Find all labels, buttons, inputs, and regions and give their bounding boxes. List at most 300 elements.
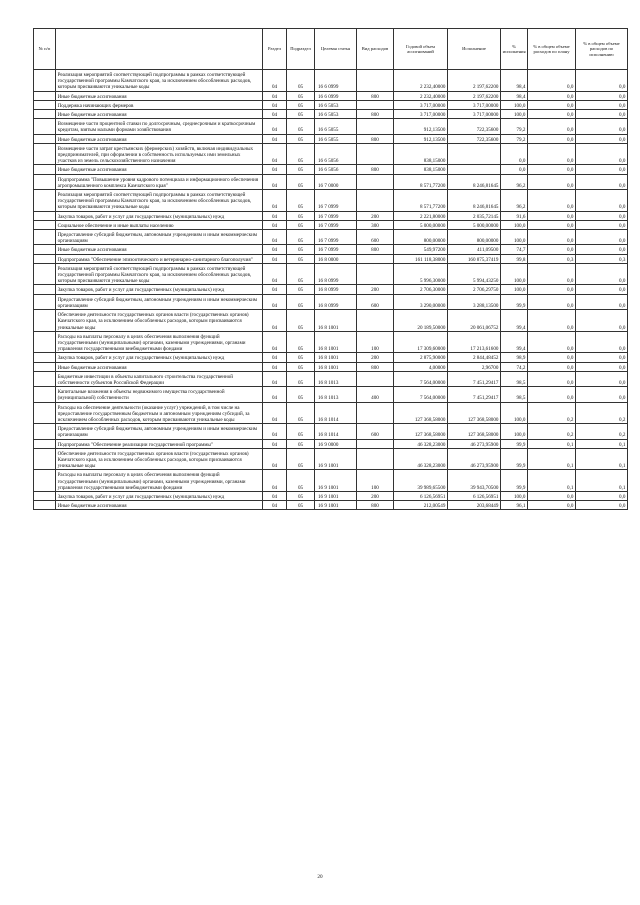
cell-target-item: 16 9 1001: [315, 501, 357, 510]
cell-share-execution: 0,1: [576, 470, 628, 492]
budget-table-page: [33, 28, 627, 510]
col-header-expense-kind: Вид расходов: [357, 29, 394, 70]
cell-expense-kind: [357, 371, 394, 386]
cell-section: 04: [263, 470, 287, 492]
cell-subsection: 05: [287, 501, 315, 510]
cell-subsection: 05: [287, 424, 315, 439]
cell-name: Предоставление субсидий бюджетным, автономным учреждениям и иным некоммерческим организациям: [56, 294, 263, 309]
cell-execution: 722,35600: [448, 119, 501, 134]
table-row: [34, 424, 628, 439]
table-row: [34, 439, 628, 448]
cell-name: Реализация мероприятий соответствующей подпрограммы в рамках соответствующей государственной программы Камчатского края, за исключением обособленных расходов, которым присваиваются уникальные коды: [56, 70, 263, 92]
cell-target-item: 16 9 1001: [315, 470, 357, 492]
cell-share-plan: 0,0: [528, 294, 576, 309]
cell-share-execution: 0,0: [576, 211, 628, 220]
cell-expense-kind: 800: [357, 362, 394, 371]
cell-name: Предоставление субсидий бюджетным, автономным учреждениям и иным некоммерческим организациям: [56, 424, 263, 439]
cell-annual-plan: 2 232,40000: [394, 70, 448, 92]
cell-expense-kind: 800: [357, 134, 394, 143]
cell-share-execution: 0,0: [576, 371, 628, 386]
cell-subsection: 05: [287, 245, 315, 254]
cell-share-execution: 0,2: [576, 402, 628, 424]
cell-subsection: 05: [287, 310, 315, 332]
cell-section: 04: [263, 110, 287, 119]
cell-execution: [448, 165, 501, 174]
cell-expense-kind: [357, 174, 394, 189]
cell-row-number: [34, 491, 56, 500]
cell-share-plan: 0,1: [528, 448, 576, 470]
col-header-share-execution: % в общем объеме расходов по исполнению: [576, 29, 628, 70]
cell-share-execution: 0,0: [576, 143, 628, 165]
cell-expense-kind: [357, 190, 394, 212]
table-header-row: [34, 29, 628, 70]
cell-name: Иные бюджетные ассигнования: [56, 110, 263, 119]
cell-target-item: 16 7 0999: [315, 190, 357, 212]
cell-share-plan: 0,0: [528, 387, 576, 402]
cell-annual-plan: 46 328,23000: [394, 448, 448, 470]
table-row: [34, 190, 628, 212]
cell-section: 04: [263, 439, 287, 448]
cell-annual-plan: 212,00549: [394, 501, 448, 510]
cell-execution: 127 368,58000: [448, 424, 501, 439]
col-header-execution: Исполнение: [448, 29, 501, 70]
cell-share-plan: 0,0: [528, 119, 576, 134]
cell-pct-execution: 100,0: [501, 491, 528, 500]
cell-pct-execution: 91,6: [501, 211, 528, 220]
cell-execution: 2,96700: [448, 362, 501, 371]
cell-expense-kind: 800: [357, 165, 394, 174]
cell-target-item: 16 8 1001: [315, 362, 357, 371]
cell-row-number: [34, 353, 56, 362]
cell-section: 04: [263, 211, 287, 220]
cell-annual-plan: 17 309,60000: [394, 331, 448, 353]
cell-name: Подпрограмма "Повышение уровня кадрового потенциала и информационного обеспечения агропромышленного комплекса Камчатского края": [56, 174, 263, 189]
cell-section: 04: [263, 448, 287, 470]
cell-section: 04: [263, 134, 287, 143]
cell-share-execution: 0,0: [576, 110, 628, 119]
cell-section: 04: [263, 220, 287, 229]
cell-execution: 3 288,13500: [448, 294, 501, 309]
cell-annual-plan: 39 989,65500: [394, 470, 448, 492]
cell-share-plan: 0,0: [528, 491, 576, 500]
cell-subsection: 05: [287, 402, 315, 424]
cell-name: Обеспечение деятельности государственных органов власти (государственных органов) Камчатского края, за исключением обособленных расходов, которым присваиваются уникальные коды: [56, 448, 263, 470]
cell-pct-execution: 100,0: [501, 220, 528, 229]
cell-execution: 2 035,72145: [448, 211, 501, 220]
cell-subsection: 05: [287, 119, 315, 134]
cell-share-plan: 0,0: [528, 110, 576, 119]
cell-annual-plan: 127 368,58000: [394, 424, 448, 439]
cell-name: Капитальные вложения в объекты недвижимого имущества государственной (муниципальной) собственности: [56, 387, 263, 402]
cell-section: 04: [263, 100, 287, 109]
cell-row-number: [34, 331, 56, 353]
cell-row-number: [34, 165, 56, 174]
cell-target-item: 16 7 0999: [315, 220, 357, 229]
cell-share-plan: 0,0: [528, 165, 576, 174]
cell-annual-plan: 8 571,77200: [394, 190, 448, 212]
cell-row-number: [34, 470, 56, 492]
cell-annual-plan: 7 564,00000: [394, 387, 448, 402]
cell-pct-execution: 74,2: [501, 362, 528, 371]
cell-annual-plan: 20 189,50000: [394, 310, 448, 332]
cell-annual-plan: 549,97200: [394, 245, 448, 254]
cell-section: 04: [263, 285, 287, 294]
cell-annual-plan: 5 000,00000: [394, 220, 448, 229]
cell-row-number: [34, 211, 56, 220]
cell-row-number: [34, 190, 56, 212]
table-row: [34, 448, 628, 470]
table-row: [34, 294, 628, 309]
cell-subsection: 05: [287, 285, 315, 294]
cell-target-item: 16 8 1014: [315, 424, 357, 439]
cell-expense-kind: [357, 254, 394, 263]
cell-pct-execution: 100,0: [501, 230, 528, 245]
cell-execution: 39 943,70500: [448, 470, 501, 492]
cell-target-item: 16 8 0000: [315, 254, 357, 263]
cell-row-number: [34, 119, 56, 134]
cell-name: Возмещение части затрат крестьянских (фермерских) хозяйств, включая индивидуальных предпринимателей, при оформлении в собственность используемых ими земельных участков из земель сельскохозяйственного назначения: [56, 143, 263, 165]
cell-share-plan: 0,1: [528, 439, 576, 448]
cell-annual-plan: 912,13500: [394, 134, 448, 143]
cell-target-item: 16 8 0999: [315, 285, 357, 294]
cell-share-execution: 0,0: [576, 491, 628, 500]
cell-target-item: 16 9 0000: [315, 439, 357, 448]
cell-pct-execution: 99,9: [501, 439, 528, 448]
cell-expense-kind: 300: [357, 220, 394, 229]
cell-share-execution: 0,0: [576, 353, 628, 362]
cell-subsection: 05: [287, 362, 315, 371]
cell-expense-kind: [357, 439, 394, 448]
cell-expense-kind: [357, 143, 394, 165]
table-row: [34, 254, 628, 263]
cell-share-execution: 0,0: [576, 91, 628, 100]
cell-share-execution: 0,0: [576, 174, 628, 189]
cell-share-execution: 0,0: [576, 263, 628, 285]
cell-execution: 20 061,06752: [448, 310, 501, 332]
cell-name: Закупка товаров, работ и услуг для государственных (муниципальных) нужд: [56, 353, 263, 362]
cell-share-execution: 0,0: [576, 310, 628, 332]
cell-share-plan: 0,0: [528, 285, 576, 294]
cell-annual-plan: 3 717,00000: [394, 110, 448, 119]
cell-row-number: [34, 424, 56, 439]
cell-pct-execution: 74,7: [501, 245, 528, 254]
cell-share-execution: 0,0: [576, 285, 628, 294]
cell-execution: 8 246,81645: [448, 174, 501, 189]
cell-expense-kind: [357, 100, 394, 109]
cell-pct-execution: 96,2: [501, 190, 528, 212]
table-row: [34, 70, 628, 92]
cell-annual-plan: 3 717,00000: [394, 100, 448, 109]
cell-section: 04: [263, 190, 287, 212]
cell-expense-kind: 600: [357, 424, 394, 439]
cell-annual-plan: 838,15000: [394, 165, 448, 174]
col-header-num: № п/п: [34, 29, 56, 70]
cell-share-plan: 0,0: [528, 70, 576, 92]
cell-subsection: 05: [287, 190, 315, 212]
table-row: [34, 353, 628, 362]
table-row: [34, 371, 628, 386]
cell-expense-kind: [357, 70, 394, 92]
cell-share-plan: 0,2: [528, 424, 576, 439]
cell-row-number: [34, 371, 56, 386]
cell-pct-execution: 79,2: [501, 119, 528, 134]
cell-section: 04: [263, 402, 287, 424]
table-row: [34, 402, 628, 424]
cell-share-plan: 0,0: [528, 263, 576, 285]
cell-target-item: 16 7 0999: [315, 230, 357, 245]
cell-subsection: 05: [287, 220, 315, 229]
cell-share-execution: 0,0: [576, 245, 628, 254]
cell-target-item: 16 7 0000: [315, 174, 357, 189]
cell-pct-execution: 79,2: [501, 134, 528, 143]
table-row: [34, 134, 628, 143]
cell-execution: 203,68449: [448, 501, 501, 510]
cell-name: Иные бюджетные ассигнования: [56, 91, 263, 100]
cell-row-number: [34, 110, 56, 119]
cell-row-number: [34, 100, 56, 109]
cell-subsection: 05: [287, 211, 315, 220]
cell-name: Закупка товаров, работ и услуг для государственных (муниципальных) нужд: [56, 491, 263, 500]
cell-annual-plan: 2 221,80000: [394, 211, 448, 220]
cell-name: Возмещение части процентной ставки по долгосрочным, среднесрочным и краткосрочным кредитам, взятым малыми формами хозяйствования: [56, 119, 263, 134]
cell-row-number: [34, 448, 56, 470]
cell-row-number: [34, 245, 56, 254]
cell-annual-plan: 838,15000: [394, 143, 448, 165]
budget-execution-table: [33, 28, 628, 510]
cell-name: Иные бюджетные ассигнования: [56, 245, 263, 254]
cell-pct-execution: 99,4: [501, 310, 528, 332]
cell-execution: 2 706,29750: [448, 285, 501, 294]
cell-share-execution: 0,2: [576, 424, 628, 439]
cell-name: Закупка товаров, работ и услуг для государственных (муниципальных) нужд: [56, 211, 263, 220]
cell-expense-kind: 200: [357, 491, 394, 500]
cell-expense-kind: 800: [357, 91, 394, 100]
table-row: [34, 230, 628, 245]
cell-subsection: 05: [287, 174, 315, 189]
cell-annual-plan: 2 232,40000: [394, 91, 448, 100]
cell-share-plan: 0,0: [528, 310, 576, 332]
cell-target-item: 16 6 0999: [315, 91, 357, 100]
cell-execution: 5 000,00000: [448, 220, 501, 229]
cell-expense-kind: 100: [357, 331, 394, 353]
cell-pct-execution: 0,0: [501, 143, 528, 165]
cell-pct-execution: 99,4: [501, 331, 528, 353]
cell-pct-execution: 98,5: [501, 371, 528, 386]
table-row: [34, 387, 628, 402]
cell-name: Реализация мероприятий соответствующей подпрограммы в рамках соответствующей государственной программы Камчатского края, за исключением обособленных расходов, которым присваиваются уникальные коды: [56, 263, 263, 285]
cell-pct-execution: 100,0: [501, 402, 528, 424]
cell-target-item: 16 6 5055: [315, 134, 357, 143]
cell-share-execution: 0,0: [576, 387, 628, 402]
cell-execution: 127 368,58000: [448, 402, 501, 424]
cell-execution: 2 197,62200: [448, 70, 501, 92]
cell-annual-plan: 800,00000: [394, 230, 448, 245]
cell-subsection: 05: [287, 448, 315, 470]
cell-section: 04: [263, 353, 287, 362]
cell-annual-plan: 46 328,23000: [394, 439, 448, 448]
cell-expense-kind: 800: [357, 110, 394, 119]
table-row: [34, 211, 628, 220]
table-row: [34, 174, 628, 189]
cell-execution: 5 994,43250: [448, 263, 501, 285]
cell-share-execution: 0,0: [576, 100, 628, 109]
table-row: [34, 110, 628, 119]
col-header-share-plan: % в общем объеме расходов по плану: [528, 29, 576, 70]
cell-target-item: 16 7 0999: [315, 245, 357, 254]
cell-share-execution: 0,0: [576, 165, 628, 174]
table-row: [34, 362, 628, 371]
cell-share-execution: 0,0: [576, 134, 628, 143]
cell-share-plan: 0,3: [528, 254, 576, 263]
cell-expense-kind: 800: [357, 501, 394, 510]
cell-subsection: 05: [287, 230, 315, 245]
cell-target-item: 16 6 5056: [315, 165, 357, 174]
cell-execution: 2 197,62200: [448, 91, 501, 100]
cell-execution: 3 717,00000: [448, 110, 501, 119]
cell-section: 04: [263, 245, 287, 254]
cell-share-execution: 0,0: [576, 362, 628, 371]
cell-annual-plan: 127 368,58000: [394, 402, 448, 424]
cell-share-execution: 0,0: [576, 230, 628, 245]
col-header-target-item: Целевая статья: [315, 29, 357, 70]
cell-row-number: [34, 439, 56, 448]
cell-target-item: 16 6 5056: [315, 143, 357, 165]
cell-row-number: [34, 402, 56, 424]
cell-share-plan: 0,0: [528, 371, 576, 386]
cell-subsection: 05: [287, 100, 315, 109]
cell-subsection: 05: [287, 371, 315, 386]
cell-subsection: 05: [287, 165, 315, 174]
cell-pct-execution: 96,1: [501, 501, 528, 510]
cell-subsection: 05: [287, 263, 315, 285]
cell-row-number: [34, 362, 56, 371]
col-header-annual-plan: Годовой объем ассигнований: [394, 29, 448, 70]
cell-subsection: 05: [287, 353, 315, 362]
cell-row-number: [34, 91, 56, 100]
cell-name: Расходы на выплаты персоналу в целях обеспечения выполнения функций государственными (муниципальными) органами, казенными учреждениями, органами управления государственными внебюджетными фондами: [56, 331, 263, 353]
cell-share-plan: 0,0: [528, 230, 576, 245]
cell-subsection: 05: [287, 470, 315, 492]
cell-name: Обеспечение деятельности государственных органов власти (государственных органов) Камчатского края, за исключением обособленных расходов, которым присваиваются уникальные коды: [56, 310, 263, 332]
cell-share-execution: 0,1: [576, 439, 628, 448]
cell-row-number: [34, 285, 56, 294]
cell-target-item: 16 7 0999: [315, 211, 357, 220]
cell-subsection: 05: [287, 294, 315, 309]
table-row: [34, 220, 628, 229]
table-row: [34, 143, 628, 165]
cell-share-execution: 0,1: [576, 448, 628, 470]
cell-execution: 8 246,81645: [448, 190, 501, 212]
cell-execution: 722,35600: [448, 134, 501, 143]
cell-share-plan: 0,0: [528, 190, 576, 212]
cell-share-execution: 0,0: [576, 190, 628, 212]
cell-execution: 160 875,37419: [448, 254, 501, 263]
cell-annual-plan: 4,00000: [394, 362, 448, 371]
cell-execution: 3 717,00000: [448, 100, 501, 109]
cell-execution: 46 273,95900: [448, 448, 501, 470]
cell-name: Поддержка начинающих фермеров: [56, 100, 263, 109]
cell-name: Иные бюджетные ассигнования: [56, 501, 263, 510]
cell-section: 04: [263, 331, 287, 353]
cell-section: 04: [263, 254, 287, 263]
cell-share-plan: 0,0: [528, 245, 576, 254]
cell-target-item: 16 6 5053: [315, 110, 357, 119]
cell-name: Подпрограмма "Обеспечение реализации государственной программы": [56, 439, 263, 448]
cell-share-execution: 0,0: [576, 220, 628, 229]
cell-section: 04: [263, 174, 287, 189]
cell-target-item: 16 8 0999: [315, 263, 357, 285]
cell-section: 04: [263, 91, 287, 100]
cell-section: 04: [263, 371, 287, 386]
cell-execution: 7 451,29417: [448, 387, 501, 402]
cell-target-item: 16 9 1001: [315, 491, 357, 500]
cell-section: 04: [263, 165, 287, 174]
cell-section: 04: [263, 424, 287, 439]
cell-execution: 17 213,61600: [448, 331, 501, 353]
cell-pct-execution: 100,0: [501, 100, 528, 109]
cell-name: Иные бюджетные ассигнования: [56, 165, 263, 174]
cell-name: Подпрограмма "Обеспечение эпизоотического и ветеринарно-санитарного благополучия": [56, 254, 263, 263]
cell-row-number: [34, 254, 56, 263]
table-row: [34, 100, 628, 109]
cell-annual-plan: 8 571,77200: [394, 174, 448, 189]
table-row: [34, 310, 628, 332]
cell-pct-execution: 99,9: [501, 448, 528, 470]
cell-section: 04: [263, 230, 287, 245]
cell-share-plan: 0,0: [528, 91, 576, 100]
cell-subsection: 05: [287, 439, 315, 448]
cell-target-item: 16 8 1014: [315, 402, 357, 424]
cell-expense-kind: 600: [357, 294, 394, 309]
cell-share-plan: 0,0: [528, 362, 576, 371]
cell-target-item: 16 8 0999: [315, 294, 357, 309]
cell-expense-kind: 400: [357, 387, 394, 402]
table-row: [34, 263, 628, 285]
cell-annual-plan: 7 564,00000: [394, 371, 448, 386]
cell-execution: 7 451,29417: [448, 371, 501, 386]
cell-annual-plan: 3 290,00000: [394, 294, 448, 309]
cell-section: 04: [263, 501, 287, 510]
cell-expense-kind: 200: [357, 353, 394, 362]
cell-execution: 411,09500: [448, 245, 501, 254]
cell-pct-execution: 100,0: [501, 110, 528, 119]
cell-annual-plan: 912,13500: [394, 119, 448, 134]
cell-target-item: 16 8 1013: [315, 387, 357, 402]
cell-share-execution: 0,3: [576, 254, 628, 263]
cell-row-number: [34, 501, 56, 510]
cell-share-plan: 0,0: [528, 501, 576, 510]
cell-name: Закупка товаров, работ и услуг для государственных (муниципальных) нужд: [56, 285, 263, 294]
cell-pct-execution: 0,0: [501, 165, 528, 174]
cell-execution: 2 844,48452: [448, 353, 501, 362]
cell-row-number: [34, 263, 56, 285]
cell-row-number: [34, 134, 56, 143]
cell-section: 04: [263, 310, 287, 332]
cell-section: 04: [263, 387, 287, 402]
cell-name: Иные бюджетные ассигнования: [56, 362, 263, 371]
cell-section: 04: [263, 70, 287, 92]
cell-execution: 6 126,56951: [448, 491, 501, 500]
cell-share-plan: 0,0: [528, 331, 576, 353]
cell-pct-execution: 98,9: [501, 353, 528, 362]
col-header-section: Раздел: [263, 29, 287, 70]
cell-expense-kind: [357, 310, 394, 332]
col-header-subsection: Подраздел: [287, 29, 315, 70]
cell-section: 04: [263, 491, 287, 500]
cell-expense-kind: 200: [357, 211, 394, 220]
cell-pct-execution: 98,5: [501, 387, 528, 402]
cell-section: 04: [263, 294, 287, 309]
